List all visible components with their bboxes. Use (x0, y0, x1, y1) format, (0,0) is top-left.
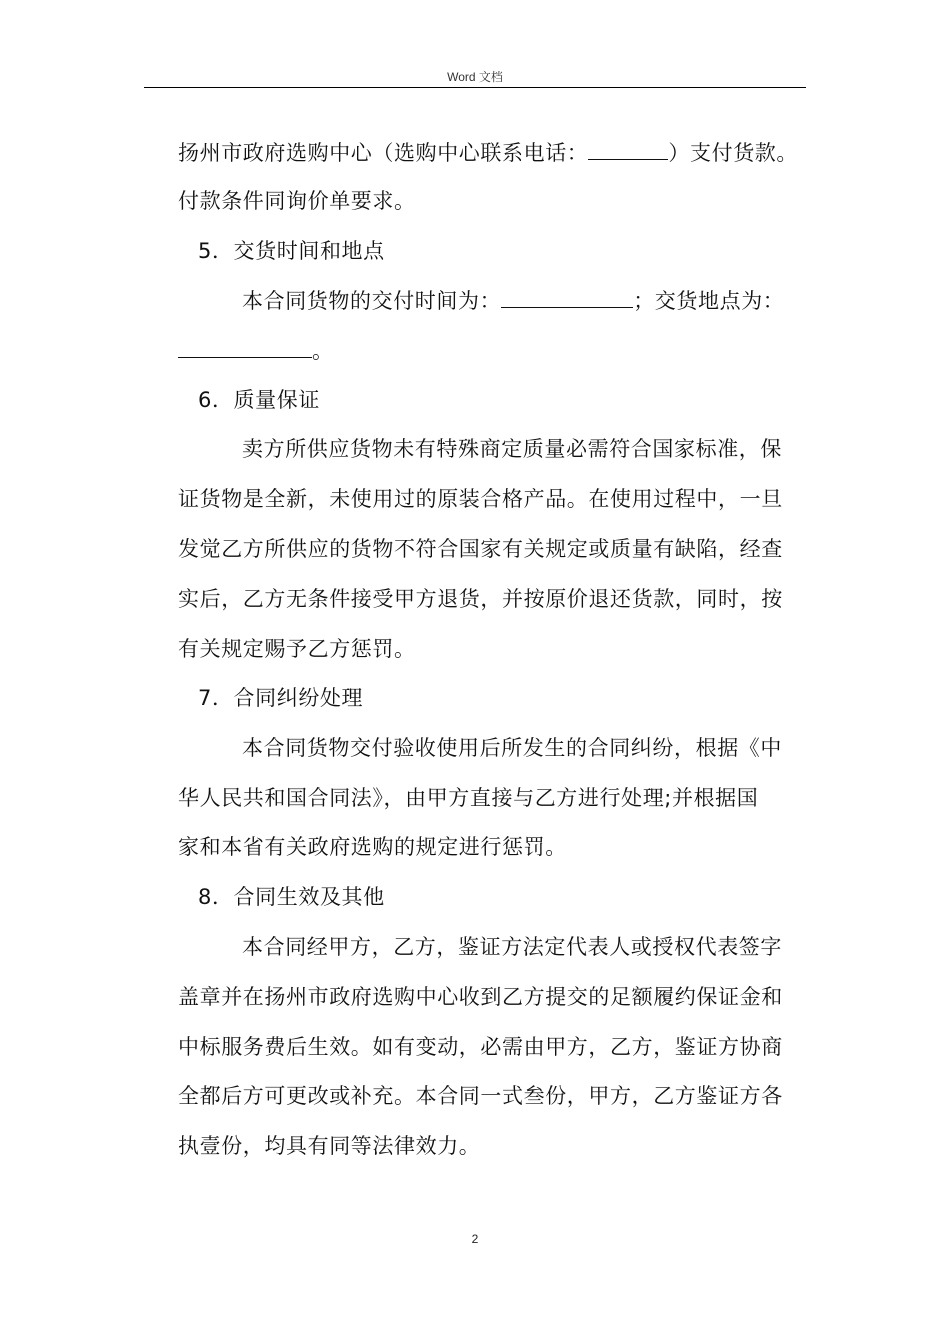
dispute-line-1: 本合同货物交付验收使用后所发生的合同纠纷，根据《中 (242, 736, 782, 760)
page-header-title: Word 文档 (447, 70, 503, 84)
delivery-line-1 (242, 287, 784, 314)
quality-line-2: 证货物是全新，未使用过的原装合格产品。在使用过程中，一旦 (178, 487, 783, 511)
quality-line-4: 实后，乙方无条件接受甲方退货，并按原价退还货款，同时，按 (178, 587, 783, 611)
page-number: 2 (471, 1232, 479, 1246)
effect-line-2: 盖章并在扬州市政府选购中心收到乙方提交的足额履约保证金和 (178, 985, 783, 1009)
dispute-line-3: 家和本省有关政府选购的规定进行惩罚。 (178, 835, 567, 859)
phone-blank (588, 139, 668, 160)
payment-text-a: 扬州市政府选购中心（选购中心联系电话： (178, 141, 589, 165)
section-7-heading: 7．合同纠纷处理 (198, 686, 364, 710)
quality-line-3: 发觉乙方所供应的货物不符合国家有关规定或质量有缺陷，经查 (178, 537, 783, 561)
effect-line-5: 执壹份，均具有同等法律效力。 (178, 1134, 481, 1158)
effect-line-4: 全都后方可更改或补充。本合同一式叁份，甲方，乙方鉴证方各 (178, 1084, 783, 1108)
section-5-heading: 5．交货时间和地点 (198, 239, 385, 263)
header-divider (144, 87, 806, 88)
effect-line-1: 本合同经甲方，乙方，鉴证方法定代表人或授权代表签字 (242, 935, 782, 959)
quality-line-1: 卖方所供应货物未有特殊商定质量必需符合国家标准，保 (242, 437, 782, 461)
delivery-time-blank (501, 287, 633, 308)
delivery-place-blank (178, 337, 312, 358)
delivery-time-label: 本合同货物的交付时间为： (242, 289, 502, 313)
delivery-line-end: 。 (312, 339, 334, 363)
delivery-line-2 (178, 337, 334, 364)
dispute-line-2: 华人民共和国合同法》，由甲方直接与乙方进行处理;并根据国 (178, 786, 759, 810)
payment-line-1 (178, 139, 798, 166)
delivery-place-label: ；交货地点为： (633, 289, 785, 313)
section-6-heading: 6．质量保证 (198, 388, 320, 412)
payment-line-2: 付款条件同询价单要求。 (178, 189, 416, 213)
quality-line-5: 有关规定赐予乙方惩罚。 (178, 637, 416, 661)
payment-text-b: ）支付货款。 (668, 141, 799, 165)
section-8-heading: 8．合同生效及其他 (198, 885, 385, 909)
effect-line-3: 中标服务费后生效。如有变动，必需由甲方，乙方，鉴证方协商 (178, 1035, 783, 1059)
